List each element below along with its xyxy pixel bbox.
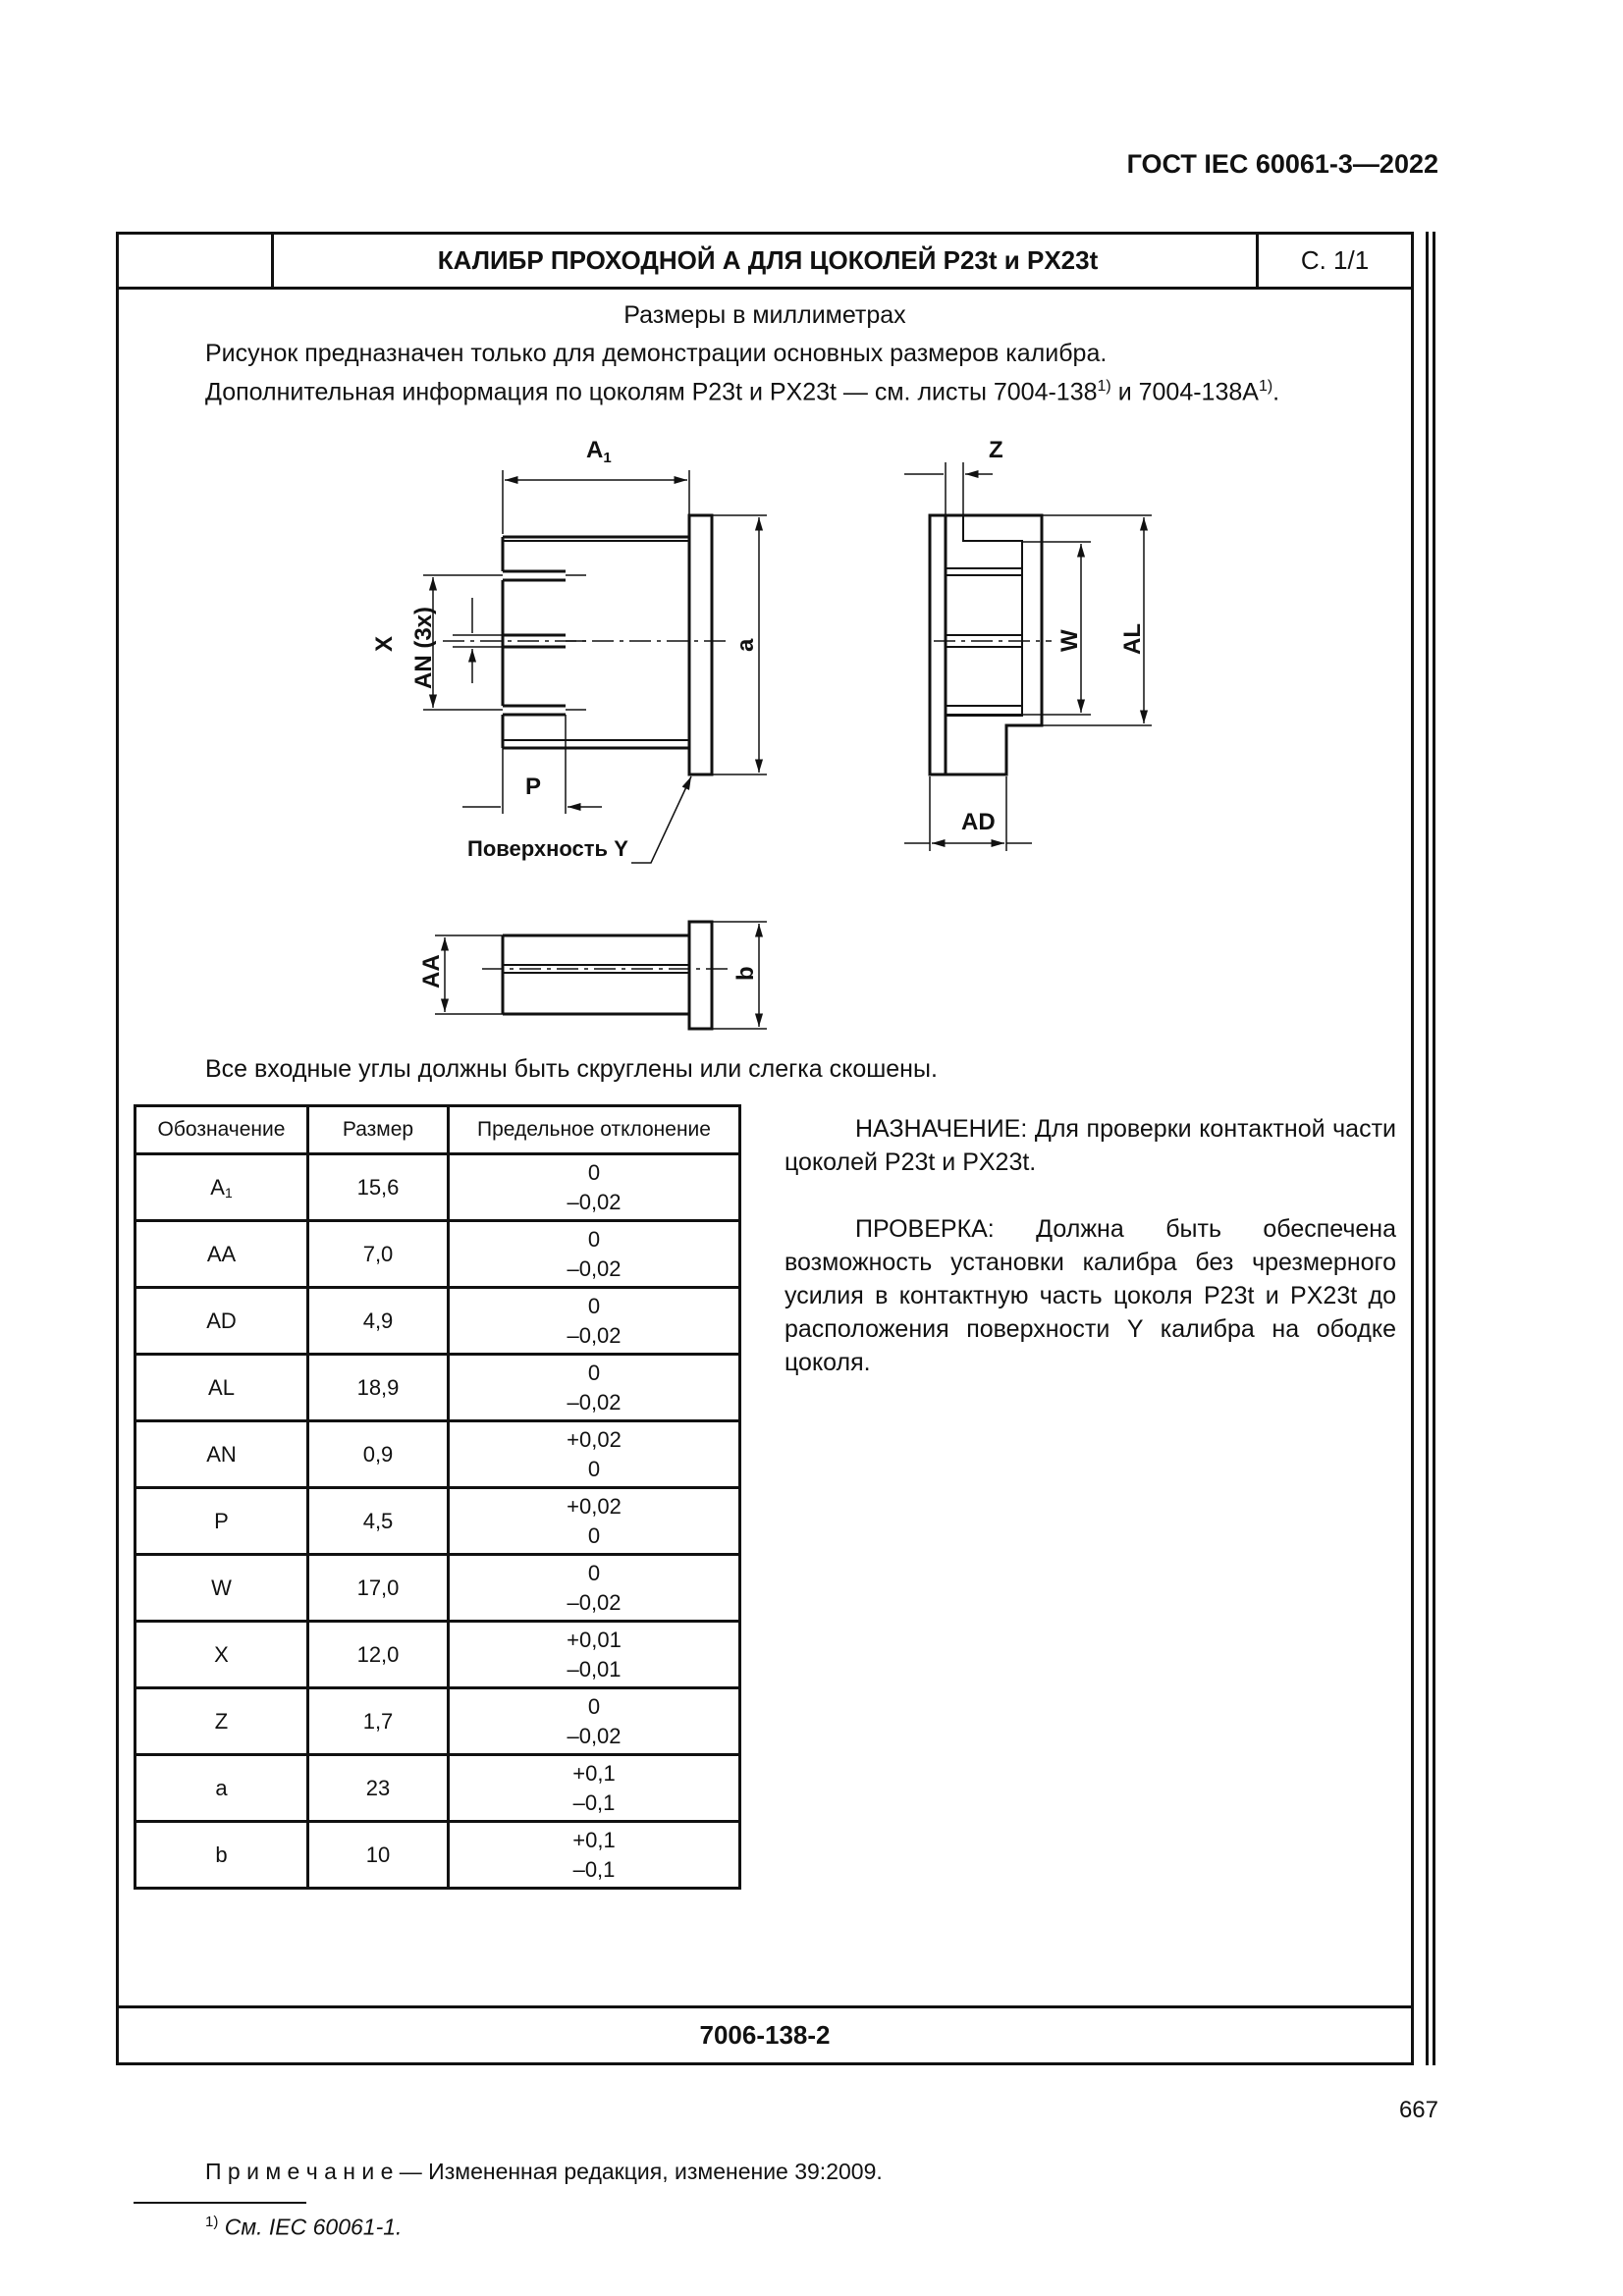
cell-size: 10 — [308, 1822, 449, 1889]
label-a: a — [732, 638, 759, 652]
corners-note: Все входные углы должны быть скруглены или слегка скошены. — [205, 1055, 938, 1083]
units-note: Размеры в миллиметрах — [623, 301, 906, 329]
cell-tolerance: 0 –0,02 — [449, 1154, 740, 1221]
table-row — [135, 1822, 740, 1889]
table-row — [135, 1622, 740, 1688]
intro-line-2-a: Дополнительная информация по цоколям P23t и PX23t — см. листы 7004-138 — [205, 378, 1098, 406]
sheet-title: КАЛИБР ПРОХОДНОЙ А ДЛЯ ЦОКОЛЕЙ P23t и PX23t — [437, 245, 1099, 275]
cell-symbol: $A_1$ — [135, 1154, 308, 1221]
label-aa: AA — [418, 954, 445, 988]
table-row — [135, 1221, 740, 1288]
purpose-text: НАЗНАЧЕНИЕ: Для проверки контактной части цоколей P23t и PX23t. — [784, 1115, 1396, 1176]
cell-tolerance: 0 –0,02 — [449, 1288, 740, 1355]
footnote-text: См. IEC 60061-1. — [218, 2214, 403, 2240]
frame-double-rule — [1426, 232, 1435, 2065]
label-al: AL — [1119, 623, 1146, 655]
table-header-row — [135, 1106, 740, 1154]
table-row — [135, 1421, 740, 1488]
cell-size: 15,6 — [308, 1154, 449, 1221]
header-size: Размер — [308, 1106, 449, 1154]
sheet-page: С. 1/1 — [1256, 235, 1411, 287]
page-number: 667 — [1398, 2097, 1438, 2123]
sheet-frame — [116, 232, 1414, 2240]
label-surface-y: Поверхность Y — [467, 836, 628, 861]
front-view — [423, 470, 767, 863]
purpose-block — [784, 1112, 1396, 1413]
table-row — [135, 1488, 740, 1555]
intro-footnote-ref-2: 1) — [1258, 378, 1273, 395]
cell-size: 1,7 — [308, 1688, 449, 1755]
cell-tolerance: 0 –0,02 — [449, 1355, 740, 1421]
footnote — [205, 2214, 402, 2241]
cell-symbol: AN — [135, 1421, 308, 1488]
gauge-drawing — [119, 235, 1417, 1049]
cell-tolerance: +0,01 –0,01 — [449, 1622, 740, 1688]
label-b: b — [732, 966, 759, 981]
check-text: ПРОВЕРКА: Должна быть обеспечена возможность установки калибра без чрезмерного усилия в контактную часть цоколя P23t и PX23t до расположения поверхности Y калибра на ободке цоколя. — [784, 1215, 1396, 1376]
intro-line-2-b: и 7004-138A — [1110, 378, 1259, 406]
cell-symbol: a — [135, 1755, 308, 1822]
table-row — [135, 1755, 740, 1822]
cell-symbol: b — [135, 1822, 308, 1889]
cell-size: 4,5 — [308, 1488, 449, 1555]
side-view — [904, 462, 1152, 851]
table-row — [135, 1555, 740, 1622]
label-z: Z — [989, 437, 1003, 463]
cell-size: 7,0 — [308, 1221, 449, 1288]
label-p: P — [525, 774, 542, 800]
cell-tolerance: +0,02 0 — [449, 1421, 740, 1488]
cell-symbol: X — [135, 1622, 308, 1688]
cell-size: 17,0 — [308, 1555, 449, 1622]
cell-symbol: AL — [135, 1355, 308, 1421]
footnote-rule — [134, 2202, 306, 2204]
cell-symbol: AA — [135, 1221, 308, 1288]
label-w: W — [1056, 629, 1083, 652]
cell-tolerance: +0,02 0 — [449, 1488, 740, 1555]
cell-size: 12,0 — [308, 1622, 449, 1688]
cell-tolerance: 0 –0,02 — [449, 1688, 740, 1755]
label-an: AN (3x) — [410, 606, 437, 689]
label-x: X — [371, 635, 398, 652]
cell-size: 4,9 — [308, 1288, 449, 1355]
cell-size: 18,9 — [308, 1355, 449, 1421]
intro-line-2-end: . — [1272, 378, 1280, 406]
header-designation: Обозначение — [135, 1106, 308, 1154]
cell-symbol: AD — [135, 1288, 308, 1355]
table-row — [135, 1288, 740, 1355]
cell-tolerance: 0 –0,02 — [449, 1555, 740, 1622]
cell-size: 23 — [308, 1755, 449, 1822]
intro-line-1: Рисунок предназначен только для демонстрации основных размеров калибра. — [205, 340, 1108, 367]
note-text: П р и м е ч а н и е — Измененная редакция, изменение 39:2009. — [205, 2159, 883, 2184]
cell-tolerance: +0,1 –0,1 — [449, 1755, 740, 1822]
cell-symbol: P — [135, 1488, 308, 1555]
intro-footnote-ref-1: 1) — [1097, 378, 1111, 395]
header-tolerance: Предельное отклонение — [449, 1106, 740, 1154]
standard-designation: ГОСТ IEC 60061-3—2022 — [1126, 149, 1438, 179]
top-view — [435, 922, 767, 1029]
sheet-number: 7006-138-2 — [119, 2005, 1411, 2062]
label-ad: AD — [961, 809, 996, 835]
cell-tolerance: 0 –0,02 — [449, 1221, 740, 1288]
dimensions-table — [134, 1104, 741, 1890]
cell-tolerance: +0,1 –0,1 — [449, 1822, 740, 1889]
label-a1: $A_1$ — [586, 437, 612, 466]
table-row — [135, 1355, 740, 1421]
cell-symbol: Z — [135, 1688, 308, 1755]
table-row — [135, 1154, 740, 1221]
table-row — [135, 1688, 740, 1755]
cell-size: 0,9 — [308, 1421, 449, 1488]
footnote-mark: 1) — [205, 2214, 219, 2230]
cell-symbol: W — [135, 1555, 308, 1622]
